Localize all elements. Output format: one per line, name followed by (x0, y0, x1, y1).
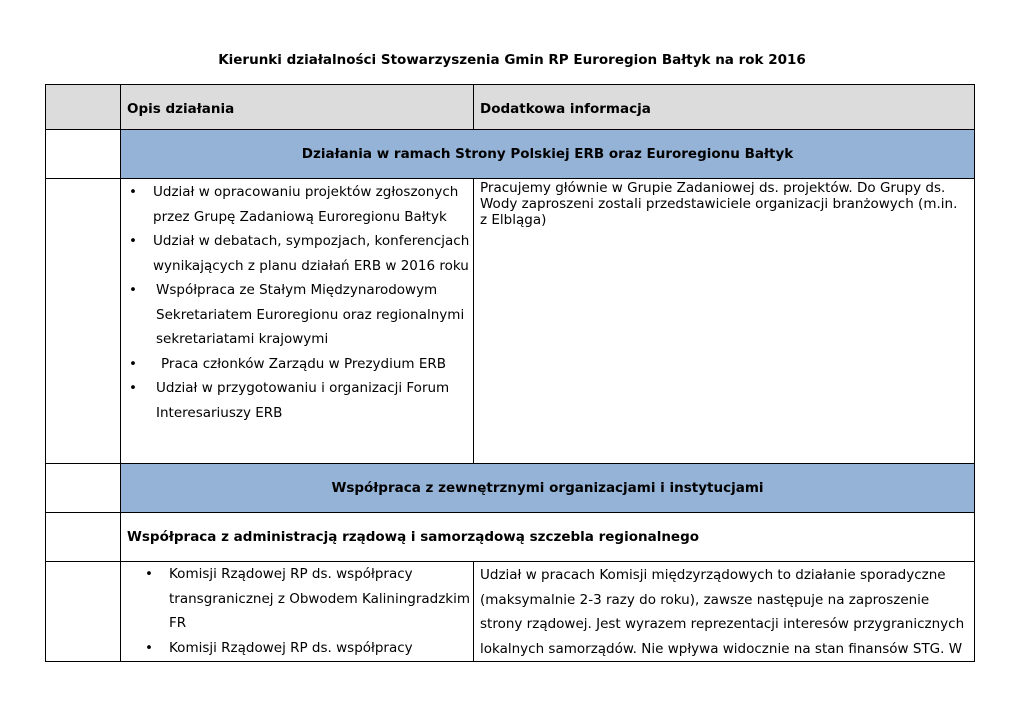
document-title: Kierunki działalności Stowarzyszenia Gmin RP Euroregion Bałtyk na rok 2016 (218, 52, 806, 68)
section1-content-row (46, 179, 975, 464)
header-description-label: Opis działania (127, 101, 235, 117)
section1-info-text: Pracujemy głównie w Grupie Zadaniowej ds. projektów. Do Grupy ds. Wody zaproszeni zostali przedstawiciele organizacji branżowych (m.in. z Elbląga) (480, 180, 958, 228)
section2-title-cell (121, 464, 975, 513)
section2-subtitle-cell (121, 513, 975, 562)
section2-info-cell (474, 562, 975, 662)
header-empty-cell (46, 85, 121, 130)
section2-subtitle: Współpraca z administracją rządową i samorządową szczebla regionalnego (127, 529, 700, 545)
list-item: • Udział w przygotowaniu i organizacji Forum Interesariuszy ERB (121, 376, 473, 425)
section2-empty-cell (46, 464, 121, 513)
section1-title: Działania w ramach Strony Polskiej ERB oraz Euroregionu Bałtyk (301, 146, 794, 162)
list-item: • Udział w debatach, sympozjach, konferencjach wynikających z planu działań ERB w 2016 roku (121, 229, 473, 278)
section1-title-row (46, 130, 975, 179)
bullet-icon: • (129, 380, 137, 396)
section2-title-row (46, 464, 975, 513)
bullet-icon: • (129, 233, 137, 249)
bullet-icon: • (129, 355, 137, 372)
section2-content-row (46, 562, 975, 662)
bullet-icon: • (129, 282, 137, 298)
section1-bullet-list (121, 179, 473, 425)
header-info-label: Dodatkowa informacja (480, 101, 651, 117)
section2-title: Współpraca z zewnętrznymi organizacjami i instytucjami (331, 480, 764, 496)
bullet-icon: • (145, 639, 153, 656)
section2-subtitle-empty-cell (46, 513, 121, 562)
section1-title-cell (121, 130, 975, 179)
list-item: • Współpraca ze Stałym Międzynarodowym Sekretariatem Euroregionu oraz regionalnymi sekretariatami krajowymi (121, 278, 473, 352)
section1-info-cell (474, 179, 975, 464)
section1-content-empty-cell (46, 179, 121, 464)
list-item: • Komisji Rządowej RP ds. współpracy (121, 636, 473, 661)
section2-subtitle-row (46, 513, 975, 562)
section2-content-empty-cell (46, 562, 121, 662)
bullet-icon: • (129, 184, 137, 200)
list-item: • Udział w opracowaniu projektów zgłoszonych przez Grupę Zadaniową Euroregionu Bałtyk (121, 180, 473, 229)
section2-items-cell (121, 562, 474, 662)
section1-empty-cell (46, 130, 121, 179)
table-header-row (46, 85, 975, 130)
header-description-cell (121, 85, 474, 130)
activities-table (45, 84, 975, 662)
section1-items-cell (121, 179, 474, 464)
list-item: • Praca członków Zarządu w Prezydium ERB (121, 352, 473, 377)
section2-bullet-list (121, 562, 473, 660)
header-info-cell (474, 85, 975, 130)
bullet-icon: • (145, 566, 153, 582)
list-item: • Komisji Rządowej RP ds. współpracy transgranicznej z Obwodem Kaliningradzkim FR (121, 562, 473, 636)
section2-info-text: Udział w pracach Komisji międzyrządowych to działanie sporadyczne (maksymalnie 2-3 razy do roku), zawsze następuje na zaproszenie strony rządowej. Jest wyrazem reprezentacji interesów przygranicznych lokalnych samorządów. Nie wpływa widocznie na stan finansów STG. W (480, 567, 965, 657)
